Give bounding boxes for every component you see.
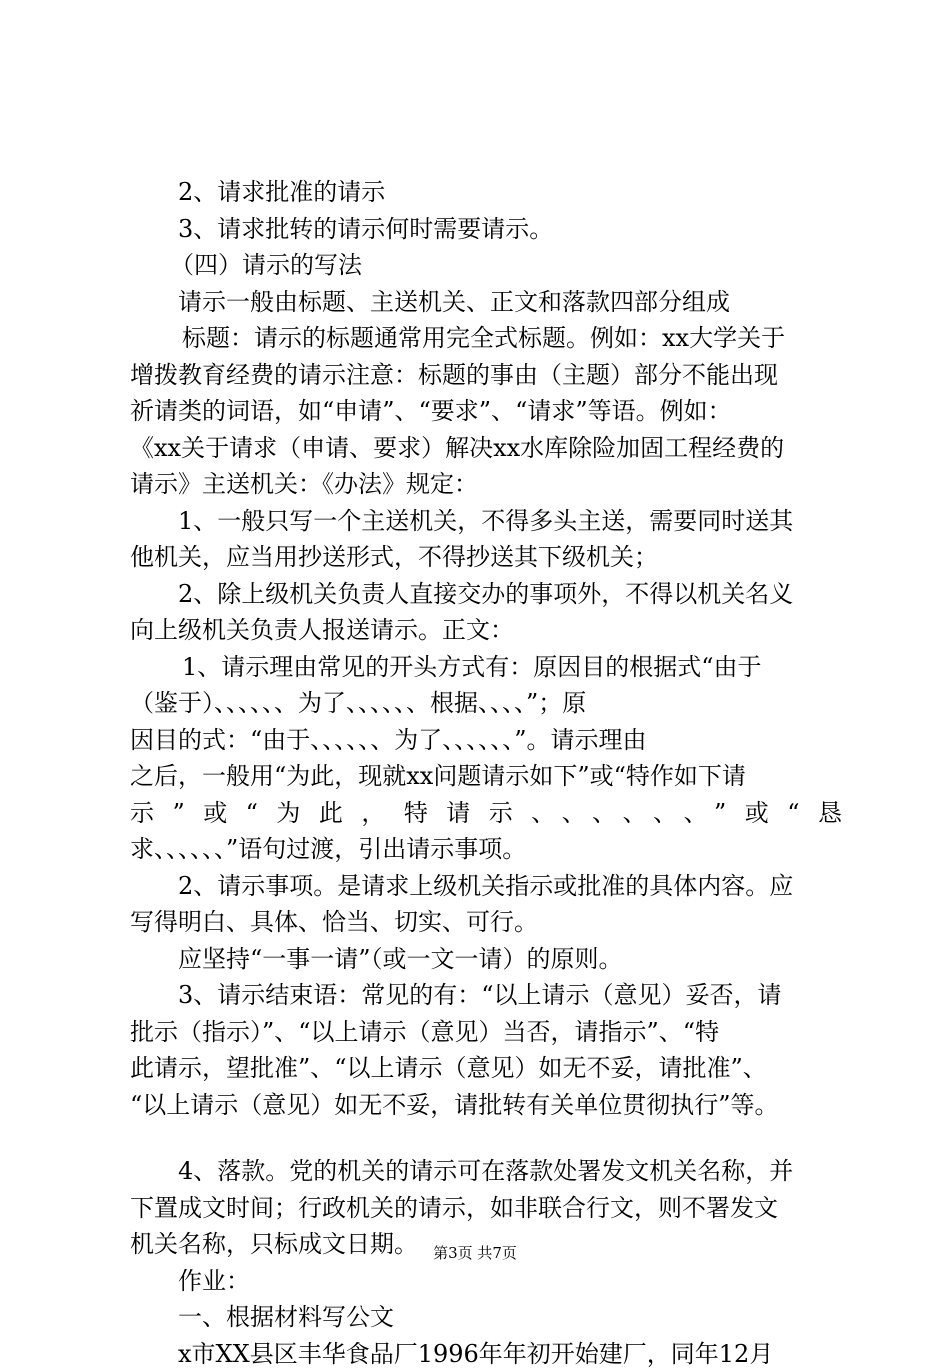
paragraph-line: 祈请类的词语，如“申请”、“要求”、“请求”等语。例如： <box>130 393 842 430</box>
paragraph-line: 机关名称，只标成文日期。 <box>130 1226 842 1263</box>
section-heading: 一、根据材料写公文 <box>130 1299 842 1336</box>
paragraph-line: 2、请求批准的请示 <box>130 174 842 211</box>
paragraph-line: “以上请示（意见）如无不妥，请批转有关单位贯彻执行”等。 <box>130 1087 842 1124</box>
paragraph-line: 批示（指示）”、“以上请示（意见）当否，请指示”、“特 <box>130 1014 842 1051</box>
paragraph-line: 求、、、、、、”语句过渡，引出请示事项。 <box>130 831 842 868</box>
paragraph-line: 请示一般由标题、主送机关、正文和落款四部分组成 <box>130 284 842 321</box>
paragraph-line: 应坚持“一事一请”（或一文一请）的原则。 <box>130 941 842 978</box>
paragraph-line: 下置成文时间；行政机关的请示，如非联合行文，则不署发文 <box>130 1190 842 1227</box>
paragraph-line: 3、请求批转的请示何时需要请示。 <box>130 211 842 248</box>
paragraph-line: 请示》主送机关：《办法》规定： <box>130 466 842 503</box>
paragraph-line: 《xx关于请求（申请、要求）解决xx水库除险加固工程经费的 <box>130 430 842 467</box>
paragraph-line: 增拨教育经费的请示注意：标题的事由（主题）部分不能出现 <box>130 357 842 394</box>
paragraph-gap <box>130 1123 842 1153</box>
paragraph-line: （鉴于）、、、、、、为了、、、、、、根据、、、、”；原 <box>130 685 842 722</box>
paragraph-line: 向上级机关负责人报送请示。正文： <box>130 612 842 649</box>
paragraph-line: 2、除上级机关负责人直接交办的事项外，不得以机关名义 <box>130 576 842 613</box>
paragraph-line: 之后，一般用“为此，现就xx问题请示如下”或“特作如下请 <box>130 758 842 795</box>
document-body <box>130 174 842 1372</box>
paragraph-line: 示”或“为此，特请示、、、、、、”或“恳 <box>130 795 842 832</box>
paragraph-line: 标题：请示的标题通常用完全式标题。例如：xx大学关于 <box>130 320 842 357</box>
paragraph-line: 1、一般只写一个主送机关，不得多头主送，需要同时送其 <box>130 503 842 540</box>
paragraph-line: 因目的式：“由于、、、、、、为了、、、、、、”。请示理由 <box>130 722 842 759</box>
paragraph-line: x市XX县区丰华食品厂1996年年初开始建厂，同年12月 <box>130 1336 842 1372</box>
paragraph-line: 此请示，望批准”、“以上请示（意见）如无不妥，请批准”、 <box>130 1050 842 1087</box>
paragraph-line: 作业： <box>130 1263 842 1300</box>
paragraph-line: 1、请示理由常见的开头方式有：原因目的根据式“由于 <box>130 649 842 686</box>
paragraph-line: 4、落款。党的机关的请示可在落款处署发文机关名称，并 <box>130 1153 842 1190</box>
paragraph-line: 写得明白、具体、恰当、切实、可行。 <box>130 904 842 941</box>
page-number-footer: 第3页 共7页 <box>0 1243 950 1263</box>
section-heading: （四）请示的写法 <box>130 247 842 284</box>
paragraph-line: 2、请示事项。是请求上级机关指示或批准的具体内容。应 <box>130 868 842 905</box>
paragraph-line: 他机关，应当用抄送形式，不得抄送其下级机关； <box>130 539 842 576</box>
paragraph-line: 3、请示结束语：常见的有：“以上请示（意见）妥否，请 <box>130 977 842 1014</box>
